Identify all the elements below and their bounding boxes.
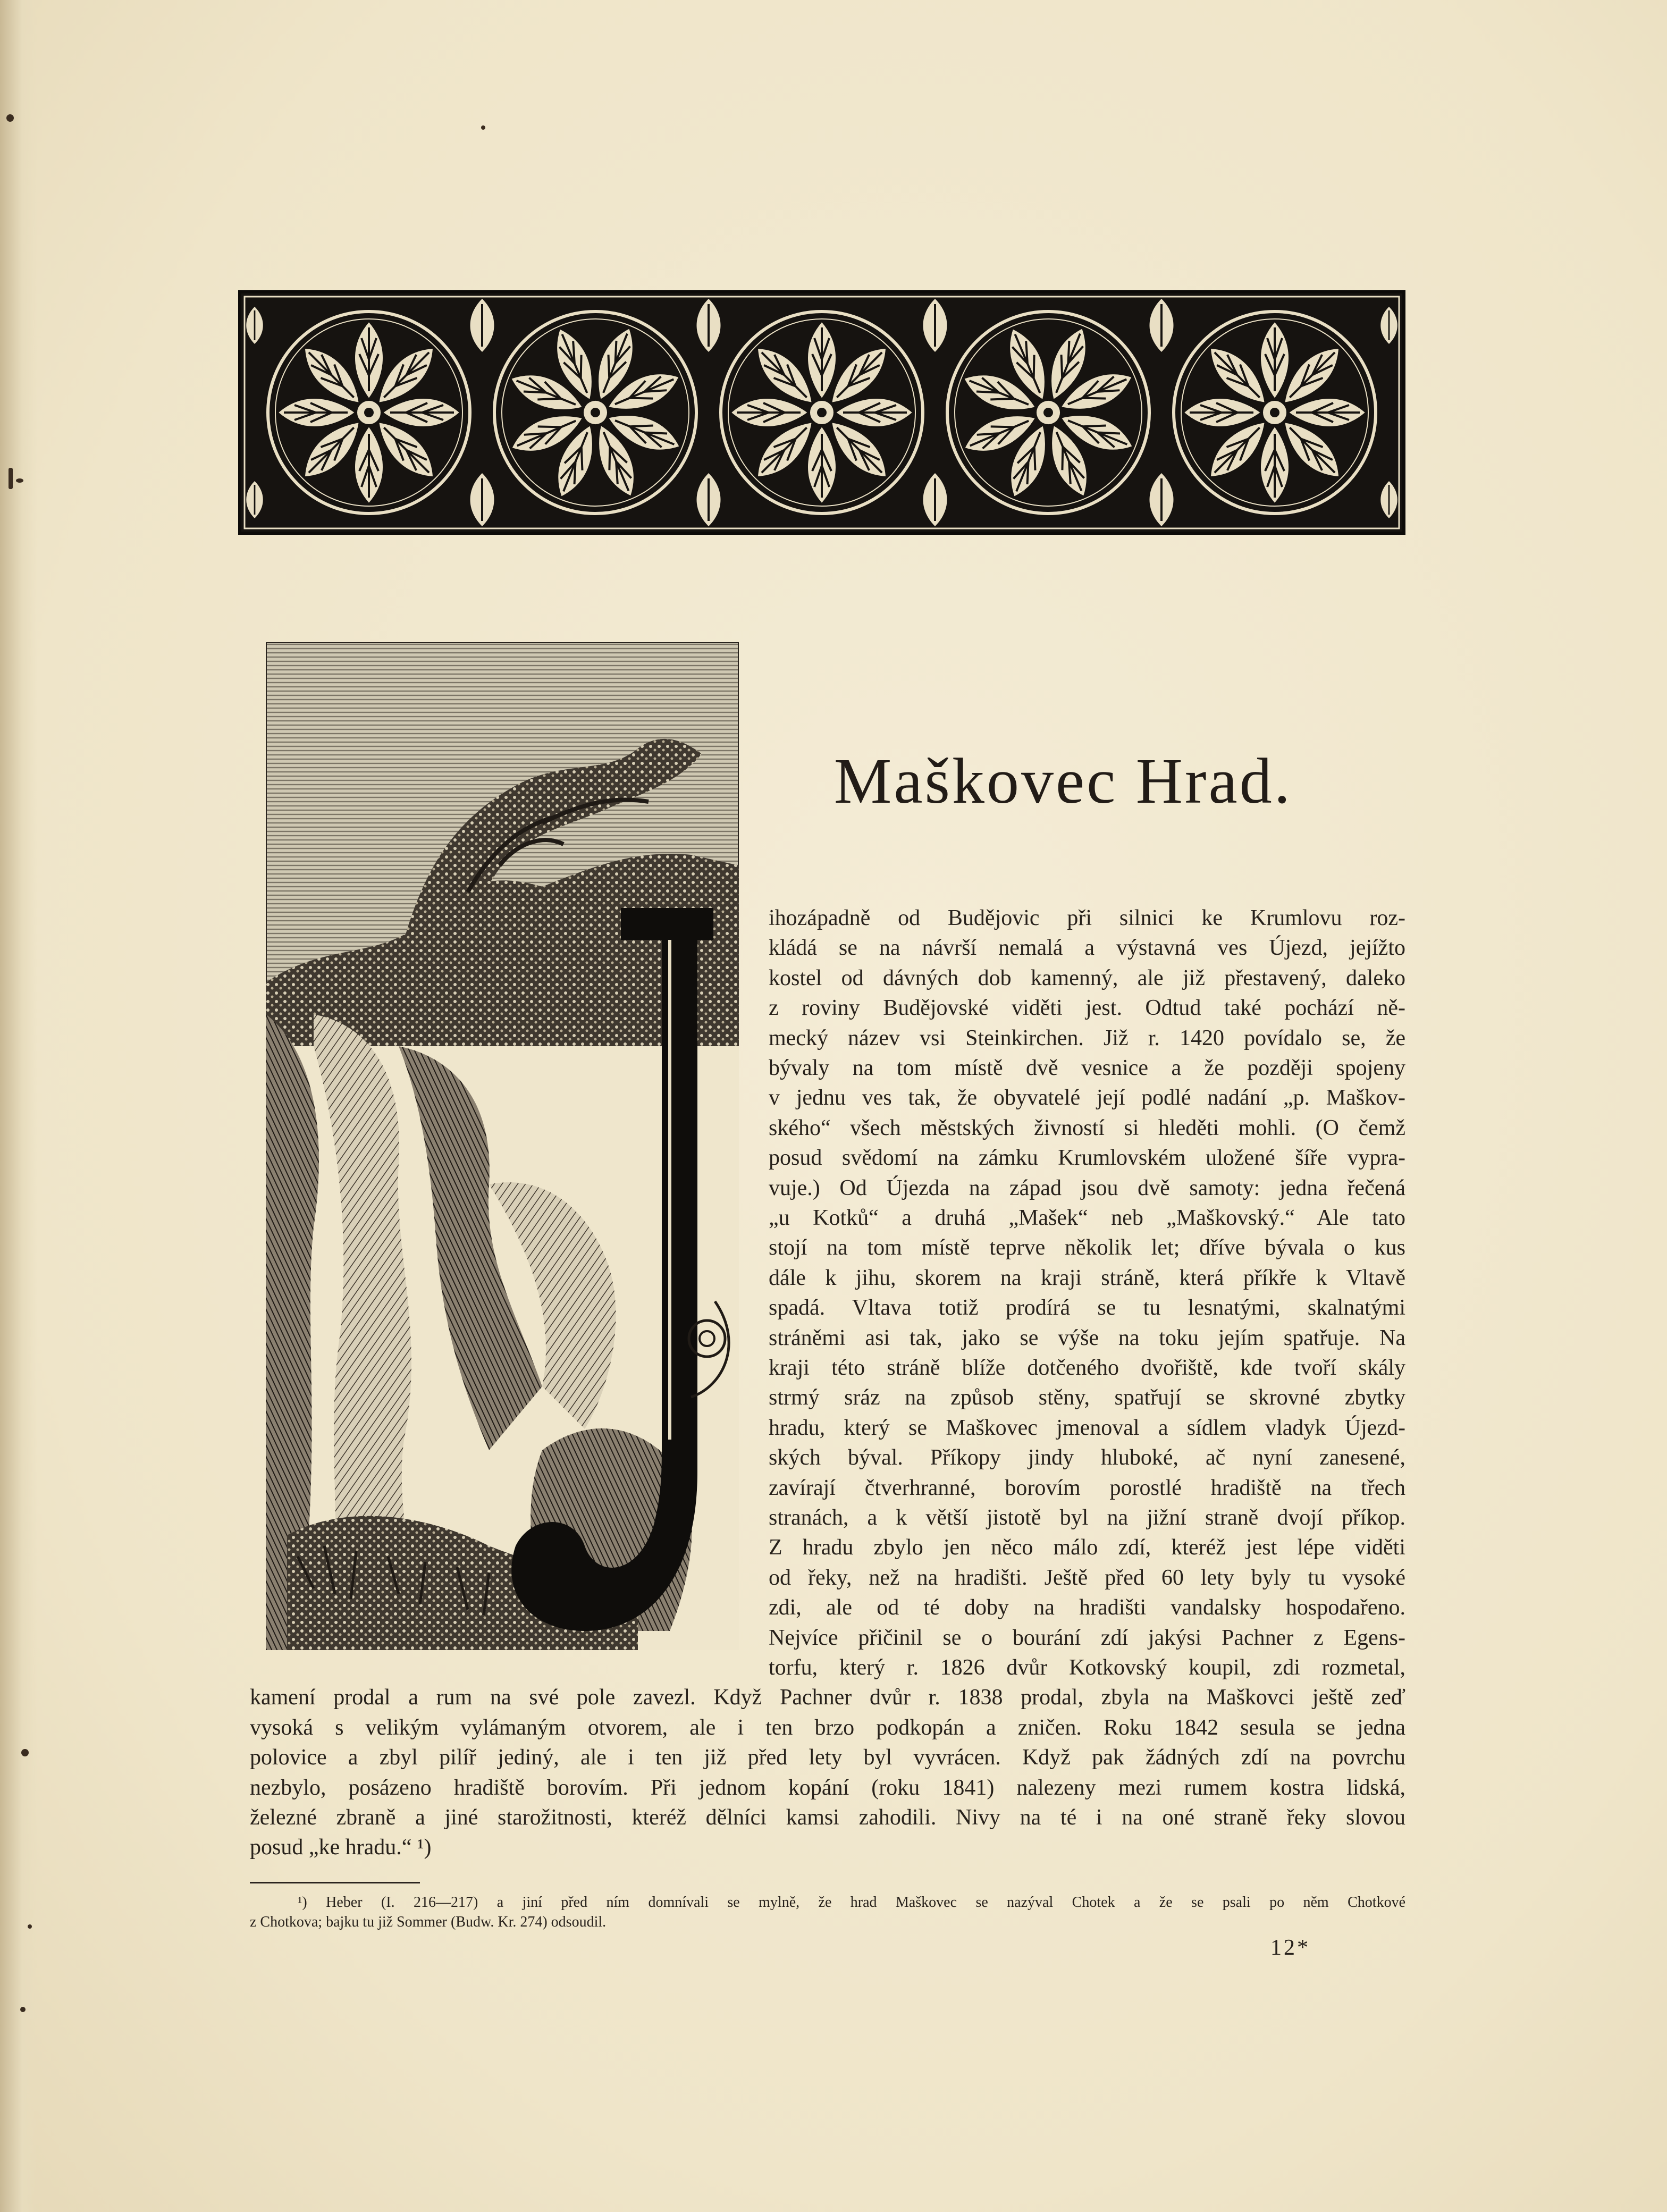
text-line: zdi, ale od té doby na hradišti vandalsky hospodařeno.: [769, 1595, 1405, 1620]
text-line: kládá se na návrší nemalá a výstavná ves Újezd, jejížto: [769, 936, 1405, 960]
text-line: kamení prodal a rum na své pole zavezl. Když Pachner dvůr r. 1838 prodal, zbyla na Maškovci ještě zeď: [250, 1685, 1405, 1710]
text-line: od řeky, než na hradišti. Ještě před 60 lety byly tu vysoké: [769, 1566, 1405, 1590]
text-line: z roviny Budějovské viděti jest. Odtud také pochází ně-: [769, 996, 1405, 1020]
footnote-rule: [250, 1882, 420, 1883]
text-line: ského“ všech městských živností si hleděti mohli. (O čemž: [769, 1116, 1405, 1140]
text-line: torfu, který r. 1826 dvůr Kotkovský koupil, zdi rozmetal,: [769, 1655, 1405, 1680]
text-line: stojí na tom místě teprve několik let; dříve bývala o kus: [769, 1235, 1405, 1260]
text-line: posud svědomí na zámku Krumlovském uložené šíře vypra-: [769, 1146, 1405, 1170]
page-title: Maškovec Hrad.: [834, 745, 1293, 817]
text-line: zavírají čtverhranné, borovím porostlé hradiště na třech: [769, 1476, 1405, 1500]
paper-speck: [9, 468, 13, 489]
ornamental-headpiece: [238, 290, 1405, 535]
text-line: Nejvíce přičinil se o bourání zdí jakýsi Pachner z Egens-: [769, 1626, 1405, 1650]
text-line: hradu, který se Maškovec jmenoval a sídlem vladyk Újezd-: [769, 1416, 1405, 1440]
paper-speck: [6, 114, 14, 122]
footnote-line: ¹) Heber (I. 216—217) a jiní před ním domnívali se mylně, že hrad Maškovec se nazýval Chotek a že se psali po něm Chotkové: [298, 1894, 1405, 1911]
text-line: strmý sráz na způsob stěny, spatřují se skrovné zbytky: [769, 1385, 1405, 1410]
paper-speck: [28, 1924, 32, 1929]
engraved-illustration: [266, 642, 739, 1650]
text-line: stráněmi asi tak, jako se výše na toku jejím spatřuje. Na: [769, 1326, 1405, 1350]
text-line: bývaly na tom místě dvě vesnice a že později spojeny: [769, 1056, 1405, 1080]
rosette-frieze-graphic: [241, 293, 1402, 532]
text-line: Z hradu zbylo jen něco málo zdí, kteréž jest lépe viděti: [769, 1535, 1405, 1560]
text-line: mecký název vsi Steinkirchen. Již r. 1420 povídalo se, že: [769, 1026, 1405, 1050]
text-line: vuje.) Od Újezda na západ jsou dvě samoty: jedna řečená: [769, 1176, 1405, 1200]
paper-speck: [481, 125, 485, 130]
paper-speck: [20, 2007, 26, 2012]
text-line: dále k jihu, skorem na kraji stráně, která příkře k Vltavě: [769, 1266, 1405, 1290]
text-line: stranách, a k větší jistotě byl na jižní straně dvojí příkop.: [769, 1505, 1405, 1530]
text-line: kostel od dávných dob kamenný, ale již přestavený, daleko: [769, 966, 1405, 990]
footnote-line: z Chotkova; bajku tu již Sommer (Budw. Kr. 274) odsoudil.: [250, 1914, 607, 1930]
text-line: polovice a zbyl pilíř jediný, ale i ten již před lety byl vyvrácen. Když pak žádných zdí na povrchu: [250, 1745, 1405, 1770]
text-line: posud „ke hradu.“ ¹): [250, 1835, 432, 1860]
text-line: v jednu ves tak, že obyvatelé její podlé nadání „p. Maškov-: [769, 1086, 1405, 1110]
cliff-landscape-engraving: [266, 642, 739, 1650]
text-line: spadá. Vltava totiž prodírá se tu lesnatými, skalnatými: [769, 1296, 1405, 1320]
text-line: vysoká s velikým vylámaným otvorem, ale i ten brzo podkopán a zničen. Roku 1842 sesula se jedna: [250, 1715, 1405, 1740]
binding-gutter: [0, 0, 37, 2212]
signature-mark: 12*: [1270, 1936, 1310, 1960]
text-line: ských býval. Příkopy jindy hluboké, ač nyní zanesené,: [769, 1445, 1405, 1470]
text-line: „u Kotků“ a druhá „Mašek“ neb „Maškovský.“ Ale tato: [769, 1206, 1405, 1230]
text-line: nezbylo, posázeno hradiště borovím. Při jednom kopání (roku 1841) nalezeny mezi rumem kostra lidská,: [250, 1776, 1405, 1800]
text-line: kraji této stráně blíže dotčeného dvořiště, kde tvoří skály: [769, 1356, 1405, 1380]
text-line: ihozápadně od Budějovic při silnici ke Krumlovu roz-: [769, 906, 1405, 930]
paper-speck: [16, 478, 23, 483]
paper-speck: [21, 1749, 29, 1756]
text-line: železné zbraně a jiné starožitnosti, kteréž dělníci kamsi zahodili. Nivy na té i na oné straně řeky slovou: [250, 1805, 1405, 1830]
